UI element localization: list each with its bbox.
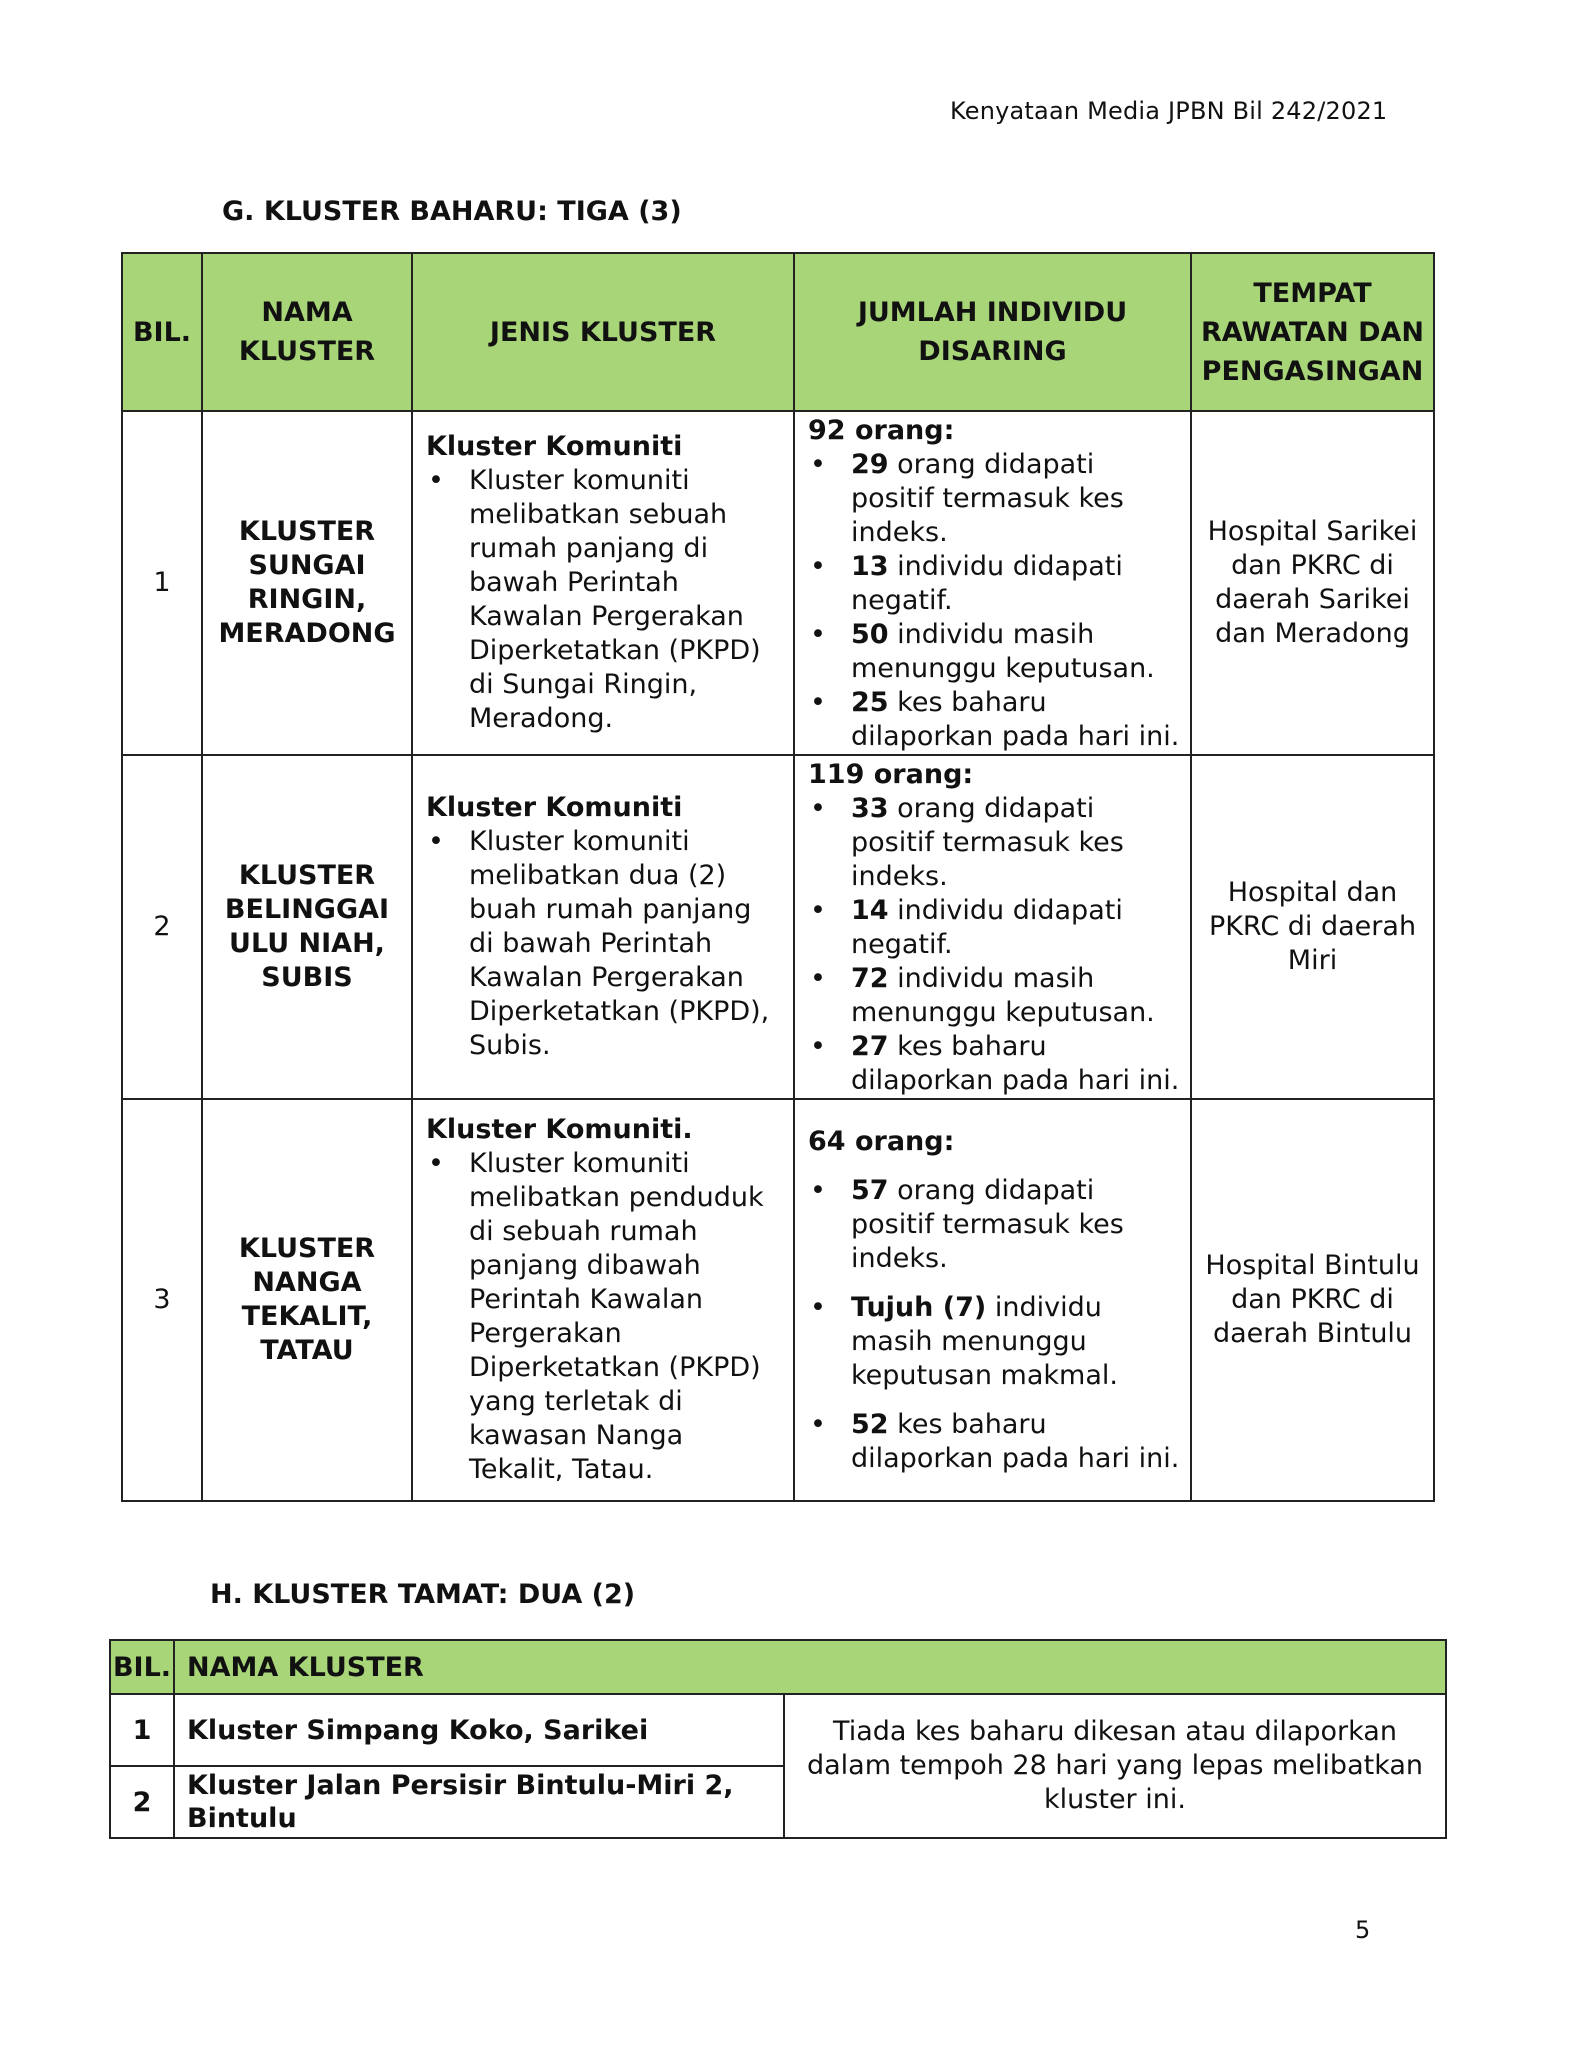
ended-clusters-table — [109, 1639, 1447, 1839]
table-header-row — [122, 253, 1434, 411]
list-item: • 27 kes baharu dilaporkan pada hari ini. — [808, 1030, 1180, 1098]
list-item: • 57 orang didapati positif termasuk kes indeks. — [808, 1174, 1180, 1276]
table-row — [122, 411, 1434, 755]
list-item: • 72 individu masih menunggu keputusan. — [808, 962, 1180, 1030]
table-header-row — [110, 1640, 1446, 1694]
list-item: • 14 individu didapati negatif. — [808, 894, 1180, 962]
cluster-type — [412, 411, 794, 755]
list-item: • 52 kes baharu dilaporkan pada hari ini. — [808, 1408, 1180, 1476]
treatment-place: Hospital Sarikei dan PKRC di daerah Sarikei dan Meradong — [1191, 411, 1434, 755]
section-h-title: H. KLUSTER TAMAT: DUA (2) — [210, 1579, 636, 1610]
cluster-type-heading: Kluster Komuniti. — [426, 1114, 693, 1145]
screened-total: 119 orang: — [808, 759, 974, 790]
row-number: 2 — [110, 1766, 174, 1838]
screened-total: 64 orang: — [808, 1125, 955, 1157]
new-clusters-table — [121, 252, 1435, 1502]
row-number: 1 — [110, 1694, 174, 1766]
header-jumlah-individu: JUMLAH INDIVIDU DISARING — [794, 253, 1191, 411]
list-item: • 25 kes baharu dilaporkan pada hari ini. — [808, 686, 1180, 754]
cluster-name: KLUSTER NANGA TEKALIT, TATAU — [202, 1099, 412, 1501]
header-nama-kluster: NAMA KLUSTER — [174, 1640, 1446, 1694]
header-tempat-rawatan: TEMPAT RAWATAN DAN PENGASINGAN — [1191, 253, 1434, 411]
page-number: 5 — [1355, 1916, 1371, 1944]
list-item: • Tujuh (7) individu masih menunggu keputusan makmal. — [808, 1291, 1180, 1393]
treatment-place: Hospital dan PKRC di daerah Miri — [1191, 755, 1434, 1099]
treatment-place: Hospital Bintulu dan PKRC di daerah Bintulu — [1191, 1099, 1434, 1501]
table-row — [122, 1099, 1434, 1501]
section-g-title: G. KLUSTER BAHARU: TIGA (3) — [222, 196, 682, 227]
list-item: • 50 individu masih menunggu keputusan. — [808, 618, 1180, 686]
screening-count — [794, 1099, 1191, 1501]
row-number: 2 — [122, 755, 202, 1099]
list-item: • 29 orang didapati positif termasuk kes indeks. — [808, 448, 1180, 550]
screened-total: 92 orang: — [808, 415, 955, 446]
cluster-name: Kluster Jalan Persisir Bintulu-Miri 2, Bintulu — [174, 1766, 784, 1838]
screening-count — [794, 411, 1191, 755]
row-number: 1 — [122, 411, 202, 755]
document-reference: Kenyataan Media JPBN Bil 242/2021 — [950, 97, 1388, 125]
header-jenis-kluster: JENIS KLUSTER — [412, 253, 794, 411]
cluster-name: KLUSTER BELINGGAI ULU NIAH, SUBIS — [202, 755, 412, 1099]
cluster-type-description: • Kluster komuniti melibatkan sebuah rumah panjang di bawah Perintah Kawalan Pergerakan Diperketatkan (PKPD) di Sungai Ringin, Meradong. — [426, 464, 783, 736]
list-item: • 13 individu didapati negatif. — [808, 550, 1180, 618]
table-row — [110, 1694, 1446, 1766]
header-bil: BIL. — [122, 253, 202, 411]
row-number: 3 — [122, 1099, 202, 1501]
header-bil: BIL. — [110, 1640, 174, 1694]
cluster-type — [412, 755, 794, 1099]
closure-note: Tiada kes baharu dikesan atau dilaporkan dalam tempoh 28 hari yang lepas melibatkan kluster ini. — [784, 1694, 1446, 1838]
screening-count — [794, 755, 1191, 1099]
list-item: • 33 orang didapati positif termasuk kes indeks. — [808, 792, 1180, 894]
cluster-type-heading: Kluster Komuniti — [426, 431, 683, 462]
cluster-type-description: • Kluster komuniti melibatkan dua (2) buah rumah panjang di bawah Perintah Kawalan Pergerakan Diperketatkan (PKPD), Subis. — [426, 825, 783, 1063]
cluster-type — [412, 1099, 794, 1501]
header-nama-kluster: NAMA KLUSTER — [202, 253, 412, 411]
cluster-name: Kluster Simpang Koko, Sarikei — [174, 1694, 784, 1766]
cluster-type-description: • Kluster komuniti melibatkan penduduk di sebuah rumah panjang dibawah Perintah Kawalan Pergerakan Diperketatkan (PKPD) yang terletak di kawasan Nanga Tekalit, Tatau. — [426, 1147, 783, 1487]
table-row — [122, 755, 1434, 1099]
cluster-type-heading: Kluster Komuniti — [426, 792, 683, 823]
cluster-name: KLUSTER SUNGAI RINGIN, MERADONG — [202, 411, 412, 755]
